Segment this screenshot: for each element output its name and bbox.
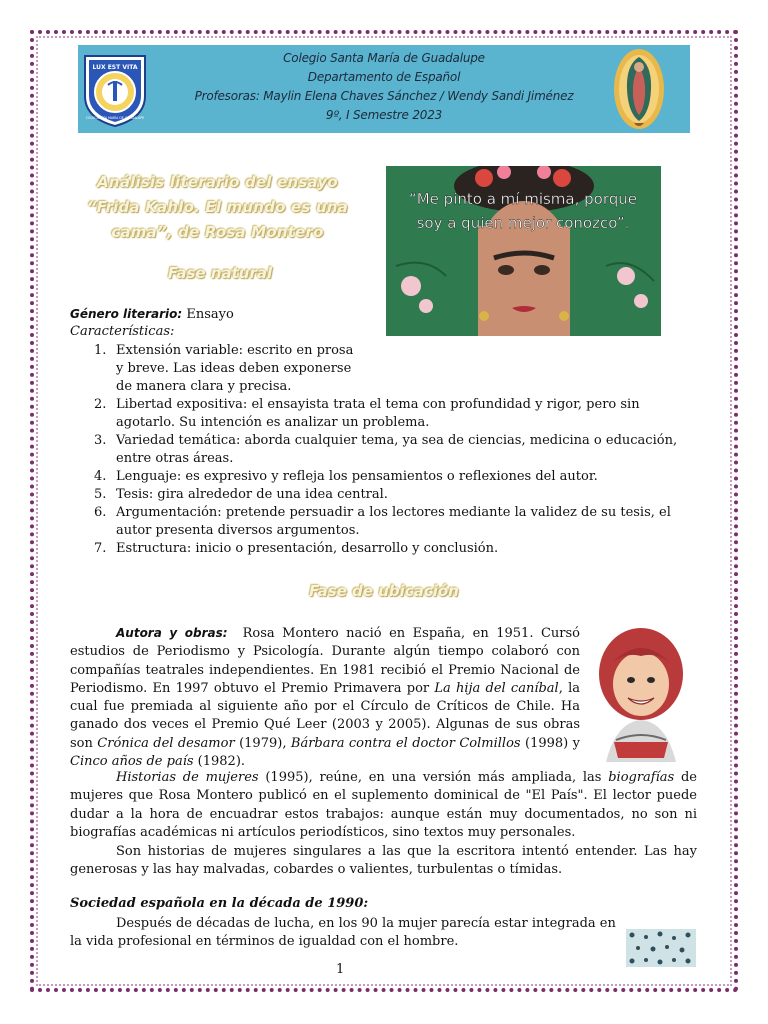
historias-paragraph: Historias de mujeres (1995), reúne, en una versión más ampliada, las biografías de mujeres que Rosa Montero publicó en el suplemento dominical de "El País". El lector puede dudar a la hora de encuadrar estos trabajos: aunque están muy documentados, no son ni biografías académicas ni artículos periodísticos, sino textos muy personales. [70,770,697,840]
phase-natural-title: Fase natural [167,264,273,282]
list-item: 6. Argumentación: pretende persuadir a los lectores mediante la validez de su tesis, el autor presenta diversos argumentos. [94,505,671,538]
phase-location-title: Fase de ubicación [309,582,459,600]
school-crest-icon [82,52,148,128]
title-line-3: cama”, de Rosa Montero [111,223,324,241]
crest-motto: LUX EST VITA [92,64,138,71]
genre-line [70,305,370,324]
list-item: 1. Extensión variable: escrito en prosa y breve. Las ideas deben exponerse de manera clara y precisa. [94,343,354,394]
list-item: 7. Estructura: inicio o presentación, desarrollo y conclusión. [94,541,499,556]
virgin-guadalupe-image [612,47,666,131]
author-label: Autora y obras: [116,626,228,640]
decorative-pattern-image [626,929,696,967]
crest-ring-text: COLEGIO STA MARÍA DE GUADALUPE [85,116,145,120]
women-stories-paragraph: Son historias de mujeres singulares a las que la escritora intentó entender. Las hay generosas y las hay malvadas, cobardes o valientes, turbulentas o tímidas. [70,844,697,878]
society-section-title: Sociedad española en la década de 1990: [70,896,369,911]
essay-title [75,170,360,245]
rosa-montero-caricature-image [586,622,696,768]
school-name: Colegio Santa María de Guadalupe [283,51,485,65]
frida-kahlo-quote-image [386,166,661,336]
author-paragraph: Autora y obras: Rosa Montero nació en España, en 1951. Cursó estudios de Periodismo y Psicología. Durante algún tiempo colaboró con compañías teatrales independientes. En 1981 recibió el Premio Nacional de Periodismo. En 1997 obtuvo el Premio Primavera por La hija del caníbal, la cual fue premiada al siguiente año por el Círculo de Críticos de Chile. Ha ganado dos veces el Premio Qué Leer (2003 y 2005). Algunas de sus obras son Crónica del desamor (1979), Bárbara contra el doctor Colmillos (1998) y Cinco años de país (1982). [70,626,581,770]
genre-value: Ensayo [186,307,234,322]
term-line: 9º, I Semestre 2023 [325,108,443,122]
document-header [78,45,690,133]
characteristics-list [70,342,698,558]
teachers-line: Profesoras: Maylin Elena Chaves Sánchez / Wendy Sandi Jiménez [194,89,574,103]
title-line-2: “Frida Kahlo. El mundo es una [86,198,349,216]
frida-quote-line-1: “Me pinto a mí misma, porque [408,190,638,208]
society-paragraph: Después de décadas de lucha, en los 90 la mujer parecía estar integrada en la vida profesional en términos de igualdad con el hombre. [70,916,616,950]
genre-label: Género literario: [70,307,183,321]
title-line-1: Análisis literario del ensayo [97,173,338,191]
frida-quote-line-2: soy a quien mejor conozco”. [416,214,630,232]
page-number: 1 [336,962,345,977]
list-item: 2. Libertad expositiva: el ensayista trata el tema con profundidad y rigor, pero sin agotarlo. Su intención es analizar un problema. [94,397,640,430]
characteristics-label: Características: [70,324,175,339]
list-item: 4. Lenguaje: es expresivo y refleja los pensamientos o reflexiones del autor. [94,469,598,484]
department-name: Departamento de Español [307,70,461,84]
list-item: 5. Tesis: gira alrededor de una idea central. [94,487,388,502]
list-item: 3. Variedad temática: aborda cualquier tema, ya sea de ciencias, medicina o educación, entre otras áreas. [94,433,678,466]
